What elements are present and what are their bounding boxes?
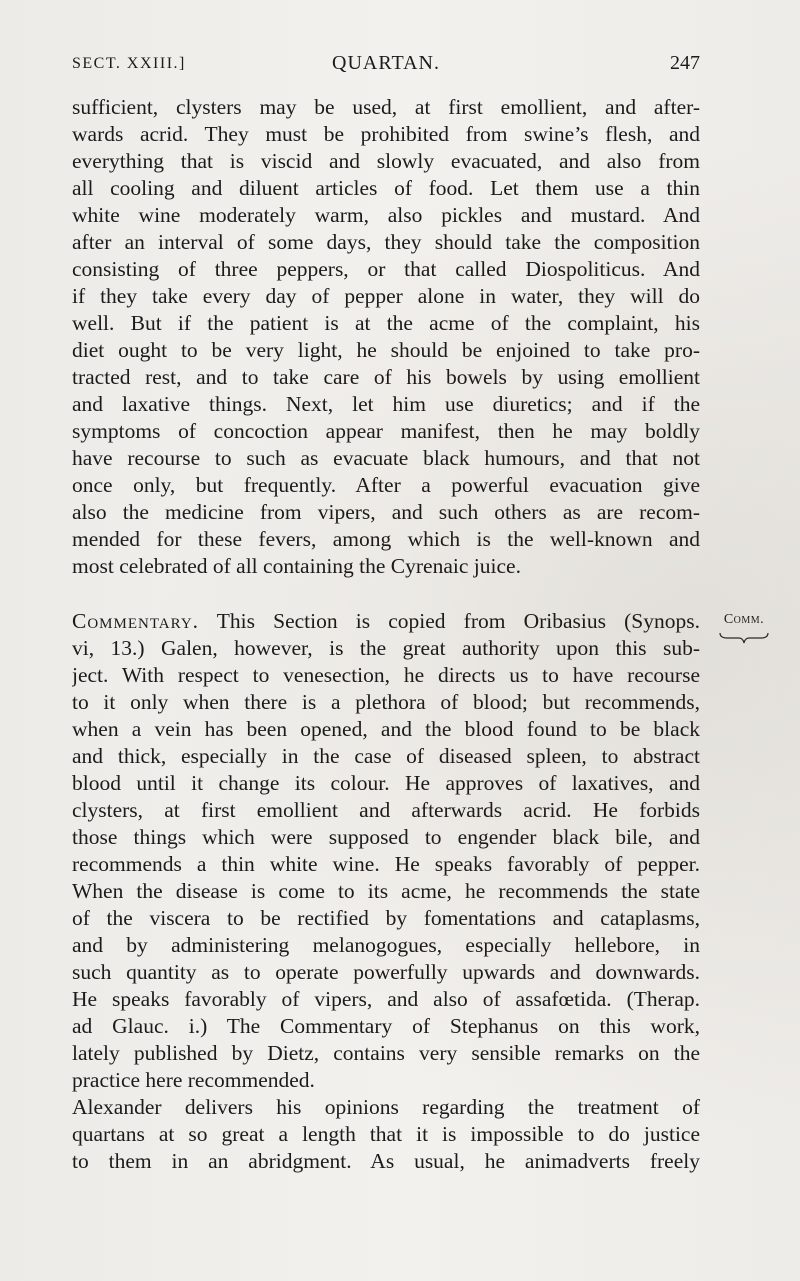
text-line: white wine moderately warm, also pickles and mustard. And	[72, 203, 700, 227]
text-line: tracted rest, and to take care of his bowels by using emollient	[72, 365, 700, 389]
text-line: to them in an abridgment. As usual, he animadverts freely	[72, 1149, 700, 1173]
text-line: after an interval of some days, they should take the composition	[72, 230, 700, 254]
text-line: all cooling and diluent articles of food. Let them use a thin	[72, 176, 700, 200]
running-head	[72, 52, 700, 76]
text-line: once only, but frequently. After a powerful evacuation give	[72, 473, 700, 497]
text-line: well. But if the patient is at the acme of the complaint, his	[72, 311, 700, 335]
text-line: those things which were supposed to engender black bile, and	[72, 825, 700, 849]
text-line: symptoms of concoction appear manifest, then he may boldly	[72, 419, 700, 443]
text-line: if they take every day of pepper alone in water, they will do	[72, 284, 700, 308]
text-line: recommends a thin white wine. He speaks favorably of pepper.	[72, 852, 700, 876]
text-line: diet ought to be very light, he should be enjoined to take pro-	[72, 338, 700, 362]
text-line: vi, 13.) Galen, however, is the great authority upon this sub-	[72, 636, 700, 660]
margin-note-label: Comm.	[723, 612, 765, 627]
text-line: clysters, at first emollient and afterwards acrid. He forbids	[72, 798, 700, 822]
text-line: wards acrid. They must be prohibited from swine’s flesh, and	[72, 122, 700, 146]
brace-icon	[719, 632, 769, 644]
text-line: He speaks favorably of vipers, and also of assafœtida. (Therap.	[72, 987, 700, 1011]
text-line: have recourse to such as evacuate black humours, and that not	[72, 446, 700, 470]
commentary-first-line-text: This Section is copied from Oribasius (Synops.	[199, 609, 700, 633]
text-line: quartans at so great a length that it is impossible to do justice	[72, 1122, 700, 1146]
text-line: most celebrated of all containing the Cyrenaic juice.	[72, 554, 521, 578]
paragraph-alexander	[72, 1094, 700, 1175]
commentary-paragraph	[72, 608, 700, 1094]
section-label: SECT. XXIII.]	[72, 55, 186, 72]
page-title: QUARTAN.	[332, 52, 440, 74]
text-line: sufficient, clysters may be used, at first emollient, and after-	[72, 95, 700, 119]
margin-note	[708, 612, 780, 644]
text-line: to it only when there is a plethora of blood; but recommends,	[72, 690, 700, 714]
text-line: ject. With respect to venesection, he directs us to have recourse	[72, 663, 700, 687]
text-line: blood until it change its colour. He approves of laxatives, and	[72, 771, 700, 795]
text-line: mended for these fevers, among which is the well-known and	[72, 527, 700, 551]
text-line: and by administering melanogogues, especially hellebore, in	[72, 933, 700, 957]
commentary-heading: Commentary.	[72, 609, 200, 633]
text-line: When the disease is come to its acme, he recommends the state	[72, 879, 700, 903]
commentary-first-line	[72, 608, 700, 635]
text-line: consisting of three peppers, or that called Diospoliticus. And	[72, 257, 700, 281]
text-line: such quantity as to operate powerfully upwards and downwards.	[72, 960, 700, 984]
text-line: ad Glauc. i.) The Commentary of Stephanus on this work,	[72, 1014, 700, 1038]
text-line: practice here recommended.	[72, 1068, 315, 1092]
text-line: of the viscera to be rectified by fomentations and cataplasms,	[72, 906, 700, 930]
text-line: when a vein has been opened, and the blood found to be black	[72, 717, 700, 741]
text-line: and thick, especially in the case of diseased spleen, to abstract	[72, 744, 700, 768]
text-line: Alexander delivers his opinions regarding the treatment of	[72, 1095, 700, 1119]
text-line: lately published by Dietz, contains very sensible remarks on the	[72, 1041, 700, 1065]
text-line: everything that is viscid and slowly evacuated, and also from	[72, 149, 700, 173]
page-number: 247	[670, 52, 700, 74]
text-line: also the medicine from vipers, and such others as are recom-	[72, 500, 700, 524]
paragraph-treatment	[72, 94, 700, 580]
text-line: and laxative things. Next, let him use diuretics; and if the	[72, 392, 700, 416]
